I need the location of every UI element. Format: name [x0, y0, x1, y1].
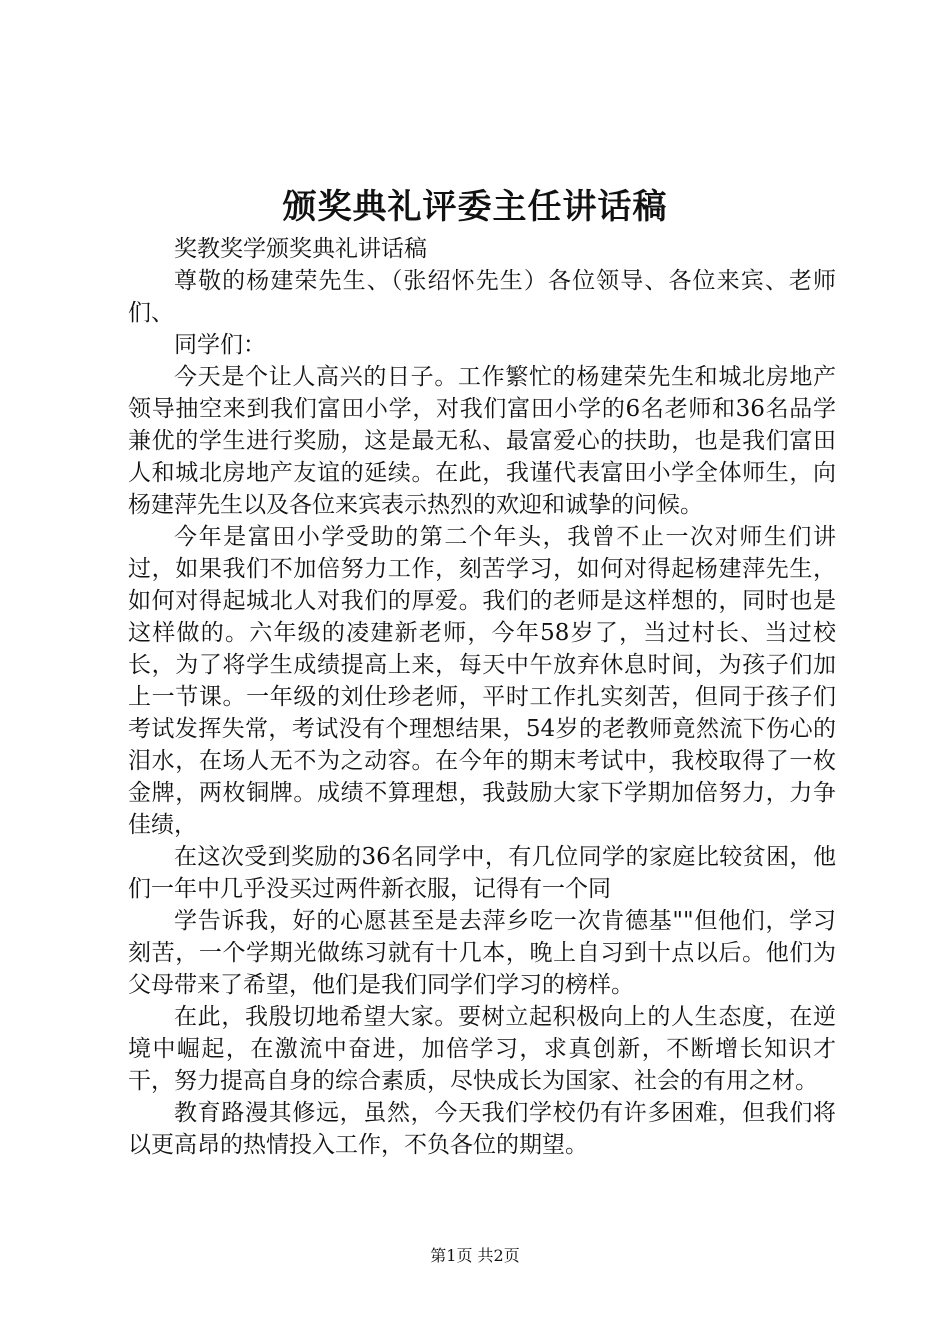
document-body — [128, 233, 836, 1161]
paragraph: 教育路漫其修远，虽然，今天我们学校仍有许多困难，但我们将以更高昂的热情投入工作，不负各位的期望。 — [128, 1100, 836, 1158]
document-title: 颁奖典礼评委主任讲话稿 — [282, 187, 668, 227]
paragraph: 今天是个让人高兴的日子。工作繁忙的杨建荣先生和城北房地产领导抽空来到我们富田小学，对我们富田小学的6名老师和36名品学兼优的学生进行奖励，这是最无私、最富爱心的扶助，也是我们富田人和城北房地产友谊的延续。在此，我谨代表富田小学全体师生，向杨建萍先生以及各位来宾表示热烈的欢迎和诚挚的问候。 — [128, 364, 836, 518]
paragraph: 同学们： — [174, 332, 266, 358]
page-footer: 第1页 共2页 — [430, 1246, 520, 1265]
paragraph: 尊敬的杨建荣先生、（张绍怀先生）各位领导、各位来宾、老师们、 — [128, 268, 836, 326]
paragraph: 今年是富田小学受助的第二个年头，我曾不止一次对师生们讲过，如果我们不加倍努力工作，刻苦学习，如何对得起杨建萍先生，如何对得起城北人对我们的厚爱。我们的老师是这样想的，同时也是这样做的。六年级的凌建新老师，今年58岁了，当过村长、当过校长，为了将学生成绩提高上来，每天中午放弃休息时间，为孩子们加上一节课。一年级的刘仕珍老师，平时工作扎实刻苦，但同于孩子们考试发挥失常，考试没有个理想结果，54岁的老教师竟然流下伤心的泪水，在场人无不为之动容。在今年的期末考试中，我校取得了一枚金牌，两枚铜牌。成绩不算理想，我鼓励大家下学期加倍努力，力争佳绩， — [128, 524, 836, 838]
paragraph: 奖教奖学颁奖典礼讲话稿 — [174, 236, 427, 262]
paragraph: 在这次受到奖励的36名同学中，有几位同学的家庭比较贫困，他们一年中几乎没买过两件新衣服，记得有一个同 — [128, 844, 836, 902]
paragraph: 学告诉我，好的心愿甚至是去萍乡吃一次肯德基""但他们，学习刻苦，一个学期光做练习就有十几本，晚上自习到十点以后。他们为父母带来了希望，他们是我们同学们学习的榜样。 — [128, 908, 836, 998]
paragraph: 在此，我殷切地希望大家。要树立起积极向上的人生态度，在逆境中崛起，在激流中奋进，加倍学习，求真创新，不断增长知识才干，努力提高自身的综合素质，尽快成长为国家、社会的有用之材。 — [128, 1004, 836, 1094]
